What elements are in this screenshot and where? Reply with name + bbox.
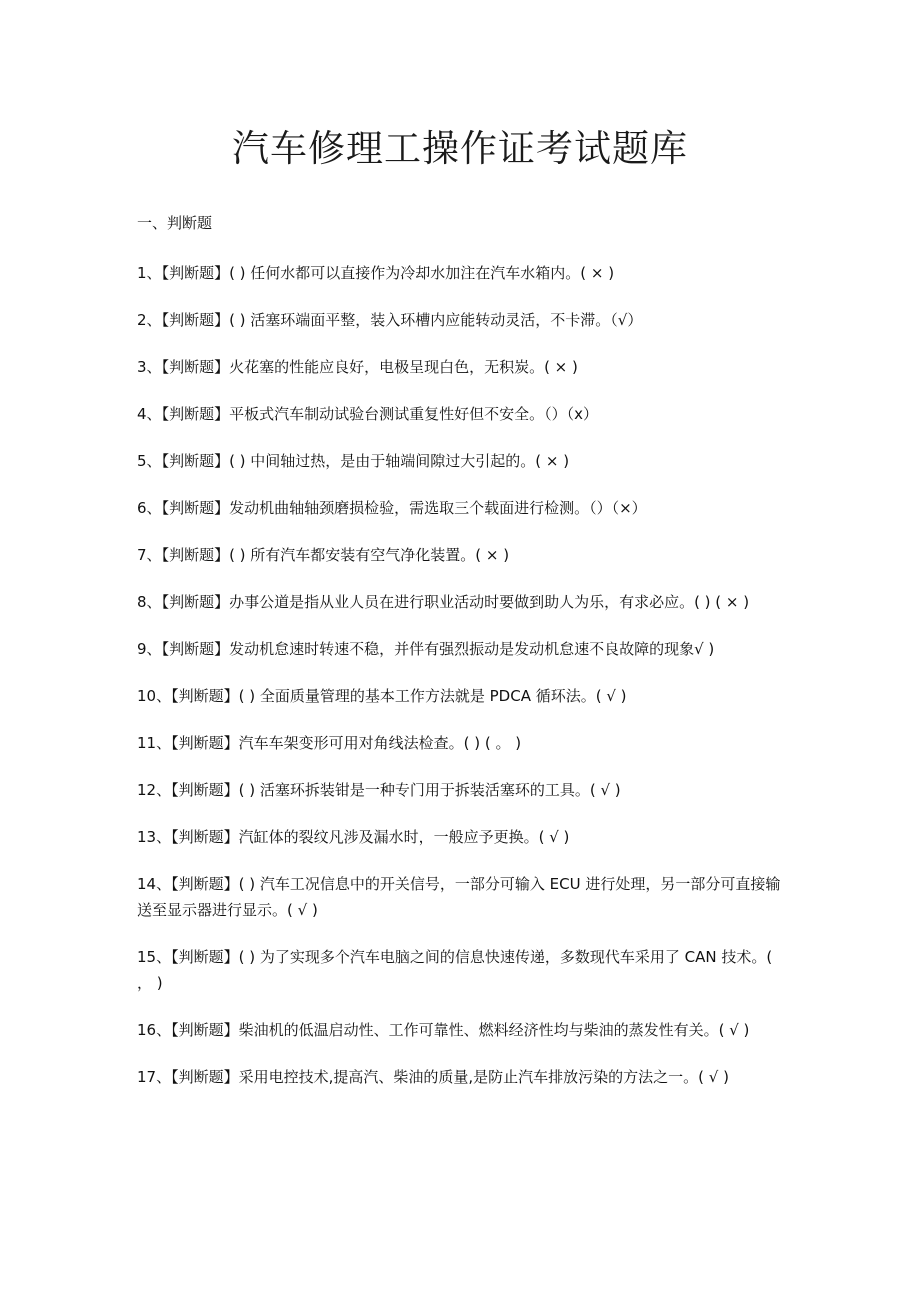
question-number: 5 (137, 452, 147, 470)
question-text: 【判断题】发动机曲轴轴颈磨损检验，需选取三个载面进行检测。（）（×） (161, 499, 647, 517)
question-text: 【判断题】办事公道是指从业人员在进行职业活动时要做到助人为乐，有求必应。( ) ( × ) (161, 593, 750, 611)
question-item (137, 495, 782, 521)
question-item (137, 1017, 782, 1043)
question-separator: 、 (146, 405, 162, 423)
question-item (137, 636, 782, 662)
question-number: 4 (137, 405, 147, 423)
question-number: 3 (137, 358, 147, 376)
question-number: 17 (137, 1068, 157, 1086)
question-separator: 、 (156, 687, 172, 705)
question-text: 【判断题】采用电控技术,提高汽、柴油的质量,是防止汽车排放污染的方法之一。( √ ) (171, 1068, 729, 1086)
question-separator: 、 (146, 358, 162, 376)
question-separator: 、 (146, 593, 162, 611)
question-number: 12 (137, 781, 157, 799)
question-separator: 、 (146, 499, 162, 517)
question-number: 11 (137, 734, 157, 752)
section-heading: 一、判断题 (137, 214, 213, 232)
question-list (137, 260, 782, 1111)
question-item (137, 542, 782, 568)
question-item (137, 307, 782, 333)
question-number: 16 (137, 1021, 157, 1039)
question-separator: 、 (156, 875, 172, 893)
question-separator: 、 (156, 781, 172, 799)
question-number: 2 (137, 311, 147, 329)
question-number: 13 (137, 828, 157, 846)
question-text: 【判断题】( ) 所有汽车都安装有空气净化装置。( × ) (161, 546, 510, 564)
question-separator: 、 (146, 264, 162, 282)
question-text: 【判断题】火花塞的性能应良好，电极呈现白色，无积炭。( × ) (161, 358, 578, 376)
question-text: 【判断题】汽缸体的裂纹凡涉及漏水时，一般应予更换。( √ ) (171, 828, 570, 846)
question-item (137, 354, 782, 380)
question-separator: 、 (156, 828, 172, 846)
question-text: 【判断题】( ) 全面质量管理的基本工作方法就是 PDCA 循环法。( √ ) (171, 687, 627, 705)
question-text: 【判断题】( ) 为了实现多个汽车电脑之间的信息快速传递，多数现代车采用了 CAN 技术。( ， ) (137, 948, 773, 992)
question-separator: 、 (156, 948, 172, 966)
question-item (137, 824, 782, 850)
question-item (137, 730, 782, 756)
document-title: 汽车修理工操作证考试题库 (232, 127, 688, 170)
question-item (137, 944, 782, 996)
question-separator: 、 (146, 546, 162, 564)
question-text: 【判断题】平板式汽车制动试验台测试重复性好但不安全。（）（x） (161, 405, 598, 423)
question-number: 7 (137, 546, 147, 564)
question-number: 6 (137, 499, 147, 517)
question-separator: 、 (146, 311, 162, 329)
question-text: 【判断题】柴油机的低温启动性、工作可靠性、燃料经济性均与柴油的蒸发性有关。( √ ) (171, 1021, 750, 1039)
question-number: 10 (137, 687, 157, 705)
question-text: 【判断题】( ) 汽车工况信息中的开关信号，一部分可输入 ECU 进行处理，另一部分可直接输送至显示器进行显示。( √ ) (137, 875, 781, 919)
question-item (137, 777, 782, 803)
question-item (137, 260, 782, 286)
question-text: 【判断题】( ) 活塞环端面平整，装入环槽内应能转动灵活，不卡滞。（√） (161, 311, 643, 329)
question-text: 【判断题】汽车车架变形可用对角线法检查。( ) ( 。 ) (171, 734, 522, 752)
question-separator: 、 (156, 1068, 172, 1086)
question-text: 【判断题】( ) 任何水都可以直接作为冷却水加注在汽车水箱内。( × ) (161, 264, 615, 282)
question-separator: 、 (156, 1021, 172, 1039)
question-separator: 、 (156, 734, 172, 752)
question-text: 【判断题】( ) 中间轴过热，是由于轴端间隙过大引起的。( × ) (161, 452, 570, 470)
question-item (137, 683, 782, 709)
question-number: 8 (137, 593, 147, 611)
question-text: 【判断题】发动机怠速时转速不稳，并伴有强烈振动是发动机怠速不良故障的现象√ ) (161, 640, 715, 658)
question-number: 9 (137, 640, 147, 658)
question-number: 14 (137, 875, 157, 893)
question-item (137, 589, 782, 615)
question-separator: 、 (146, 640, 162, 658)
question-number: 1 (137, 264, 147, 282)
question-number: 15 (137, 948, 157, 966)
question-item (137, 1064, 782, 1090)
question-text: 【判断题】( ) 活塞环拆装钳是一种专门用于拆装活塞环的工具。( √ ) (171, 781, 621, 799)
question-separator: 、 (146, 452, 162, 470)
question-item (137, 401, 782, 427)
question-item (137, 448, 782, 474)
question-item (137, 871, 782, 923)
